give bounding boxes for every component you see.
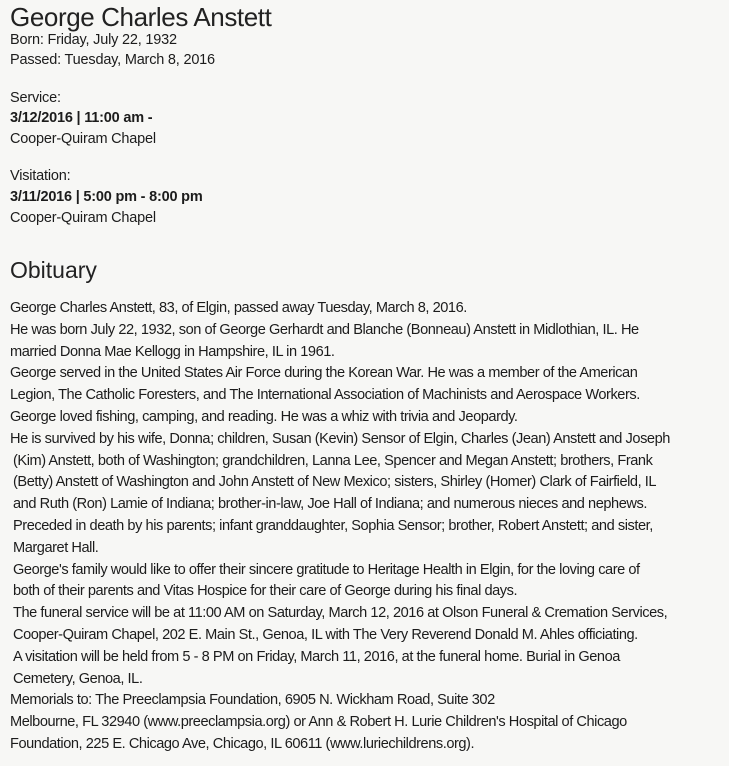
service-label: Service: [10, 90, 61, 106]
service-location: Cooper-Quiram Chapel [10, 131, 156, 147]
obituary-line: George served in the United States Air Force during the Korean War. He was a member of the American [10, 365, 638, 382]
born-date: Born: Friday, July 22, 1932 [10, 32, 177, 48]
obituary-line: Foundation, 225 E. Chicago Ave, Chicago, IL 60611 (www.luriechildrens.org). [10, 735, 475, 752]
visitation-label: Visitation: [10, 168, 71, 184]
obituary-line: George loved fishing, camping, and reading. He was a whiz with trivia and Jeopardy. [10, 408, 518, 425]
obituary-line: married Donna Mae Kellogg in Hampshire, IL in 1961. [10, 343, 335, 360]
passed-date: Passed: Tuesday, March 8, 2016 [10, 52, 215, 68]
obituary-line: Cooper-Quiram Chapel, 202 E. Main St., Genoa, IL with The Very Reverend Donald M. Ahles officiating. [13, 626, 638, 643]
obituary-line: He is survived by his wife, Donna; children, Susan (Kevin) Sensor of Elgin, Charles (Jean) Anstett and Joseph [10, 430, 670, 447]
obituary-line: Margaret Hall. [13, 539, 99, 556]
visitation-location: Cooper-Quiram Chapel [10, 210, 156, 226]
obituary-line: (Betty) Anstett of Washington and John Anstett of New Mexico; sisters, Shirley (Homer) Clark of Fairfield, IL [13, 474, 657, 491]
obituary-line: both of their parents and Vitas Hospice for their care of George during his final days. [13, 583, 518, 600]
obituary-line: The funeral service will be at 11:00 AM on Saturday, March 12, 2016 at Olson Funeral & Cremation Services, [13, 605, 668, 622]
obituary-line: George's family would like to offer their sincere gratitude to Heritage Health in Elgin, for the loving care of [13, 561, 640, 578]
visitation-datetime: 3/11/2016 | 5:00 pm - 8:00 pm [10, 189, 203, 205]
obituary-line: A visitation will be held from 5 - 8 PM on Friday, March 11, 2016, at the funeral home. Burial in Genoa [13, 648, 620, 665]
obituary-line: Cemetery, Genoa, IL. [13, 670, 143, 687]
service-datetime: 3/12/2016 | 11:00 am - [10, 110, 153, 126]
obituary-text [10, 298, 670, 756]
obituary-line: Legion, The Catholic Foresters, and The International Association of Machinists and Aerospace Workers. [10, 387, 640, 404]
obituary-line: and Ruth (Ron) Lamie of Indiana; brother-in-law, Joe Hall of Indiana; and numerous nieces and nephews. [13, 496, 647, 513]
obituary-line: Memorials to: The Preeclampsia Foundation, 6905 N. Wickham Road, Suite 302 [10, 692, 495, 709]
obituary-line: Melbourne, FL 32940 (www.preeclampsia.org) or Ann & Robert H. Lurie Children's Hospital of Chicago [10, 714, 627, 731]
obituary-line: George Charles Anstett, 83, of Elgin, passed away Tuesday, March 8, 2016. [10, 300, 467, 316]
obituary-heading: Obituary [10, 257, 97, 283]
obituary-line: (Kim) Anstett, both of Washington; grandchildren, Lanna Lee, Spencer and Megan Anstett; brothers, Frank [13, 452, 653, 469]
deceased-name: George Charles Anstett [10, 2, 272, 32]
obituary-line: He was born July 22, 1932, son of George Gerhardt and Blanche (Bonneau) Anstett in Midlothian, IL. He [10, 321, 639, 338]
obituary-line: Preceded in death by his parents; infant granddaughter, Sophia Sensor; brother, Robert Anstett; and sister, [13, 517, 653, 534]
